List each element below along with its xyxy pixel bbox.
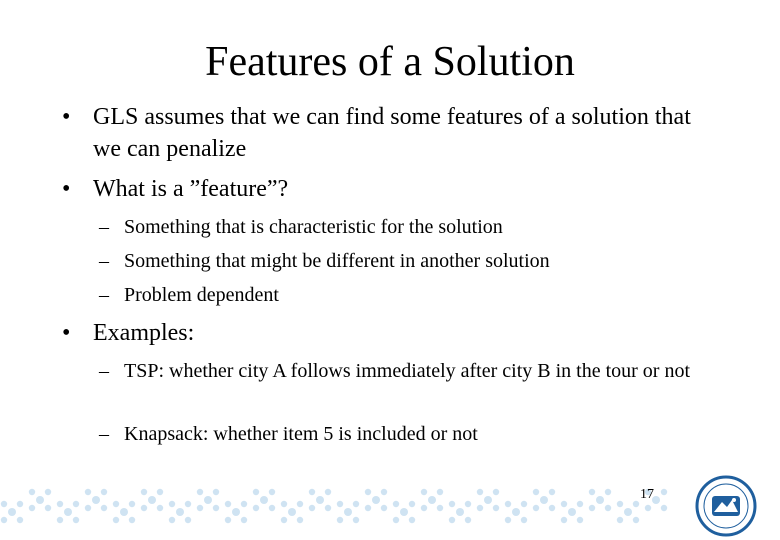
sub-item — [99, 357, 719, 385]
slide-title: Features of a Solution — [205, 39, 575, 85]
dash-glyph: – — [99, 423, 109, 445]
bullet-text: What is a ”feature”? — [93, 176, 289, 202]
dash-glyph: – — [99, 360, 109, 382]
bullet-item — [62, 173, 702, 205]
bullet-glyph: • — [62, 104, 71, 130]
sub-item — [99, 420, 719, 448]
sub-item — [99, 281, 719, 309]
sub-item-text: Something that is characteristic for the solution — [124, 216, 503, 238]
bullet-item — [62, 101, 702, 165]
bullet-item — [62, 317, 702, 349]
dash-glyph: – — [99, 250, 109, 272]
sub-item-text: TSP: whether city A follows immediately after city B in the tour or not — [124, 360, 691, 382]
decorative-pattern — [0, 470, 690, 540]
sub-item — [99, 247, 719, 275]
sub-item — [99, 213, 719, 241]
dash-glyph: – — [99, 216, 109, 238]
sub-item-text: Knapsack: whether item 5 is included or not — [124, 423, 478, 445]
dash-glyph: – — [99, 284, 109, 306]
bullet-glyph: • — [62, 176, 71, 202]
university-logo-icon — [694, 474, 758, 538]
page-number: 17 — [640, 487, 654, 502]
sub-item-text: Problem dependent — [124, 284, 279, 306]
bullet-glyph: • — [62, 320, 71, 346]
bullet-text: Examples: — [93, 320, 195, 346]
bullet-text: GLS assumes that we can find some features of a solution that we can penalize — [93, 104, 691, 162]
sub-item-text: Something that might be different in another solution — [124, 250, 550, 272]
decorative-dots — [1, 489, 667, 523]
